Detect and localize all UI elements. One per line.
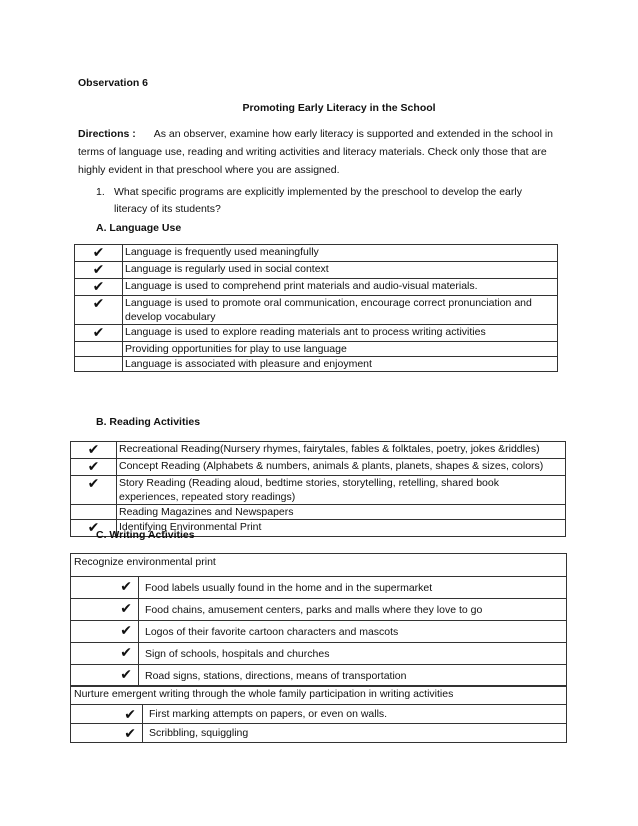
item-text: Scribbling, squiggling xyxy=(143,724,567,743)
item-text-line: Language is associated with pleasure and enjoyment xyxy=(125,358,372,370)
language-use-row xyxy=(75,357,558,372)
env-print-row xyxy=(71,643,567,665)
checkbox-cell[interactable] xyxy=(71,705,143,724)
item-text xyxy=(117,459,566,476)
item-text-line: Language is regularly used in social context xyxy=(125,263,329,275)
checkbox-cell[interactable] xyxy=(71,599,139,621)
language-use-table xyxy=(74,244,558,372)
checkmark-icon: ✔ xyxy=(120,623,132,639)
checkbox-cell[interactable] xyxy=(75,262,123,279)
item-text xyxy=(123,245,558,262)
item-text-line: Recreational Reading(Nursery rhymes, fairytales, fables & folktales, poetry, jokes &riddles) xyxy=(119,443,540,455)
checkbox-cell[interactable] xyxy=(71,442,117,459)
env-print-row xyxy=(71,577,567,599)
item-text: Road signs, stations, directions, means of transportation xyxy=(139,665,567,687)
checkmark-icon: ✔ xyxy=(92,296,105,312)
item-text-line: Identifying Environmental Print xyxy=(119,521,262,533)
language-use-row xyxy=(75,325,558,342)
checkbox-cell[interactable] xyxy=(75,357,123,372)
item-text-line: Language is used to explore reading materials ant to process writing activities xyxy=(125,326,486,338)
checkmark-icon: ✔ xyxy=(87,476,100,492)
section-b-title: B. Reading Activities xyxy=(96,416,201,428)
checkbox-cell[interactable] xyxy=(75,296,123,325)
item-text-line: Language is frequently used meaningfully xyxy=(125,246,319,258)
emergent-writing-row xyxy=(71,724,567,743)
checkbox-cell[interactable] xyxy=(71,459,117,476)
reading-activity-row xyxy=(71,442,566,459)
env-print-row xyxy=(71,621,567,643)
checkmark-icon: ✔ xyxy=(124,707,136,723)
item-text xyxy=(117,476,566,505)
item-text-line: Reading Magazines and Newspapers xyxy=(119,506,294,518)
language-use-row xyxy=(75,262,558,279)
checkmark-icon: ✔ xyxy=(120,645,132,661)
reading-activity-row xyxy=(71,505,566,520)
directions-text-line3: highly evident in that preschool where you are assigned. xyxy=(78,164,340,177)
item-text xyxy=(123,262,558,279)
checkmark-icon: ✔ xyxy=(120,601,132,617)
item-text xyxy=(123,296,558,325)
checkmark-icon: ✔ xyxy=(92,279,105,295)
checkbox-cell[interactable] xyxy=(75,325,123,342)
checkbox-cell[interactable] xyxy=(71,724,143,743)
question-text: What specific programs are explicitly implemented by the preschool to develop the early literacy of its students? xyxy=(114,186,522,216)
reading-activities-table xyxy=(70,441,566,537)
reading-activity-row xyxy=(71,476,566,505)
item-text: Logos of their favorite cartoon characters and mascots xyxy=(139,621,567,643)
section-a-title: A. Language Use xyxy=(96,222,182,234)
checkmark-icon: ✔ xyxy=(120,667,132,683)
item-text xyxy=(117,505,566,520)
checkbox-cell[interactable] xyxy=(75,245,123,262)
item-text-line: experiences, repeated story readings) xyxy=(119,491,296,503)
item-text: Food labels usually found in the home and in the supermarket xyxy=(139,577,567,599)
checkmark-icon: ✔ xyxy=(124,726,136,742)
item-text-line: Language is used to promote oral communication, encourage correct pronunciation and xyxy=(125,297,532,309)
checkmark-icon: ✔ xyxy=(87,442,100,458)
item-text xyxy=(123,342,558,357)
item-text-line: develop vocabulary xyxy=(125,311,216,323)
emergent-writing-table xyxy=(70,685,567,743)
checkbox-cell[interactable] xyxy=(71,665,139,687)
checkbox-cell[interactable] xyxy=(71,621,139,643)
checkbox-cell[interactable] xyxy=(71,476,117,505)
checkmark-icon: ✔ xyxy=(92,245,105,261)
reading-activity-row xyxy=(71,459,566,476)
checkbox-cell[interactable] xyxy=(71,577,139,599)
directions-text-line2: terms of language use, reading and writing activities and literacy materials. Check only those that are xyxy=(78,146,547,159)
language-use-row xyxy=(75,342,558,357)
page-title: Promoting Early Literacy in the School xyxy=(242,102,436,114)
item-text xyxy=(123,325,558,342)
environmental-print-table xyxy=(70,553,567,687)
env-print-row xyxy=(71,665,567,687)
checkmark-icon: ✔ xyxy=(92,325,105,341)
item-text-line: Providing opportunities for play to use language xyxy=(125,343,347,355)
language-use-row xyxy=(75,296,558,325)
item-text-line: Concept Reading (Alphabets & numbers, animals & plants, planets, shapes & sizes, colors) xyxy=(119,460,544,472)
item-text: Sign of schools, hospitals and churches xyxy=(139,643,567,665)
checkbox-cell[interactable] xyxy=(75,342,123,357)
checkmark-icon: ✔ xyxy=(87,520,100,536)
language-use-row xyxy=(75,279,558,296)
checkmark-icon: ✔ xyxy=(92,262,105,278)
checkbox-cell[interactable] xyxy=(71,643,139,665)
item-text xyxy=(123,279,558,296)
item-text xyxy=(123,357,558,372)
item-text xyxy=(117,442,566,459)
section-c-title: C. Writing Activities xyxy=(96,529,195,541)
checkmark-icon: ✔ xyxy=(120,579,132,595)
checkbox-cell[interactable] xyxy=(75,279,123,296)
language-use-row xyxy=(75,245,558,262)
item-text: First marking attempts on papers, or even on walls. xyxy=(143,705,567,724)
directions-text: As an observer, examine how early literacy is supported and extended in the school in xyxy=(153,128,553,140)
env-print-row xyxy=(71,599,567,621)
checkmark-icon: ✔ xyxy=(87,459,100,475)
directions-label: Directions : xyxy=(78,128,136,140)
question-number: 1. xyxy=(96,186,105,198)
checkbox-cell[interactable] xyxy=(71,505,117,520)
directions xyxy=(78,128,558,177)
item-text-line: Language is used to comprehend print materials and audio-visual materials. xyxy=(125,280,478,292)
observation-title: Observation 6 xyxy=(78,77,149,89)
emergent-writing-row xyxy=(71,705,567,724)
item-text-line: Story Reading (Reading aloud, bedtime stories, storytelling, retelling, shared book xyxy=(119,477,499,489)
item-text: Food chains, amusement centers, parks and malls where they love to go xyxy=(139,599,567,621)
env-print-header: Recognize environmental print xyxy=(71,554,567,577)
emergent-header: Nurture emergent writing through the whole family participation in writing activities xyxy=(71,686,567,705)
